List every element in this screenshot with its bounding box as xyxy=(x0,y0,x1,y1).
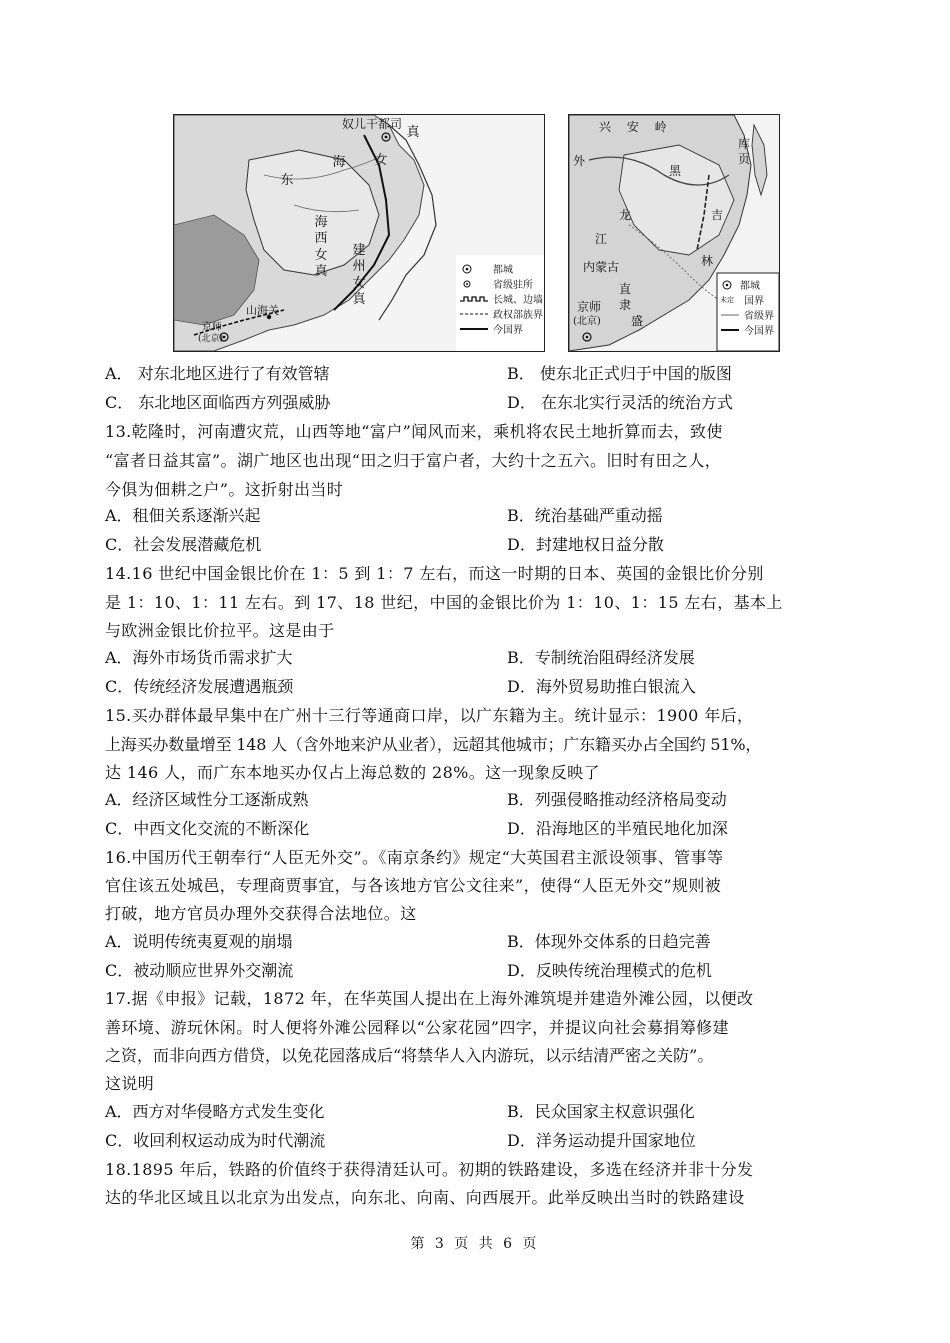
map-qing-northeast xyxy=(568,114,780,352)
legend-right-capital: 都城 xyxy=(720,277,774,292)
q13-stem-line-3: 今俱为佃耕之户”。这折射出当时 xyxy=(105,480,344,499)
legend-right-solid: 今国界 xyxy=(744,326,774,337)
q17-stem-line-3: 之资，而非向西方借贷，以免花园落成后“将禁华人入内游玩，以示结清严密之关防”。 xyxy=(105,1046,714,1065)
q15-option-b: B．列强侵略推动经济格局变动 xyxy=(507,790,727,809)
q13-option-d: D．封建地权日益分散 xyxy=(507,535,664,554)
q16-option-c: C．被动顺应世界外交潮流 xyxy=(105,961,294,980)
q17-stem-line-2: 善环境、游玩休闲。时人便将外滩公园释以“公家花园”四字，并提议向社会募捐筹修建 xyxy=(105,1018,729,1037)
label-jingshi-left: 京师 xyxy=(202,322,222,333)
label-beijing-left: (北京) xyxy=(198,334,224,344)
label-jiang: 江 xyxy=(595,232,608,246)
q17-option-c: C．收回利权运动成为时代潮流 xyxy=(105,1131,326,1150)
legend-wall: 长城、边墙 xyxy=(459,291,543,306)
q16-stem-line-3: 打破，地方官员办理外交获得合法地位。这 xyxy=(105,904,417,923)
label-jianzhou: 建州女真 xyxy=(352,243,366,307)
q13-stem-line-2: “富者日益其富”。湖广地区也出现“田之归于富户者，大约十之五六。旧时有田之人， xyxy=(105,451,722,470)
q13-option-a: A．租佃关系逐渐兴起 xyxy=(105,506,261,525)
q12-option-d: D． 在东北实行灵活的统治方式 xyxy=(507,393,733,412)
q16-option-a: A．说明传统夷夏观的崩塌 xyxy=(105,932,293,951)
label-hai: 海 xyxy=(332,155,346,170)
label-li: 隶 xyxy=(619,298,632,312)
label-ji: 吉 xyxy=(711,208,724,222)
q16-stem-line-2: 官住该五处城邑，专理商贾事宜，与各该地方官公文往来”，使得“人臣无外交”规则被 xyxy=(105,876,722,895)
q18-stem-line-1: 18.1895 年后，铁路的价值终于获得清廷认可。初期的铁路建设，多选在经济并非十分发 xyxy=(105,1160,754,1179)
label-beijing-right: (北京) xyxy=(573,316,601,327)
q17-option-a: A．西方对华侵略方式发生变化 xyxy=(105,1102,325,1121)
q15-stem-line-1: 15.买办群体最早集中在广州十三行等通商口岸，以广东籍为主。统计显示：1900 年后， xyxy=(105,706,754,725)
q14-stem-line-3: 与欧洲金银比价拉平。这是由于 xyxy=(105,621,335,640)
q12-option-a: A． 对东北地区进行了有效管辖 xyxy=(105,364,330,383)
label-long: 龙 xyxy=(619,208,632,222)
legend-dashed: 政权部族界 xyxy=(493,310,543,321)
q13-stem-line-1: 13.乾隆时，河南遭灾荒，山西等地“富户”闻风而来，乘机将农民土地折算而去，致使 xyxy=(105,422,723,441)
q15-option-d: D．沿海地区的半殖民地化加深 xyxy=(507,819,728,838)
label-zhi: 直 xyxy=(619,282,632,296)
q17-stem-line-4: 这说明 xyxy=(105,1074,155,1093)
legend-right-undetermined: 未定 国界 xyxy=(720,295,764,307)
label-hei: 黑 xyxy=(669,164,682,178)
q17-option-d: D．洋务运动提升国家地位 xyxy=(507,1131,696,1150)
label-neimenggu: 内蒙古 xyxy=(583,260,620,274)
q17-stem-line-1: 17.据《申报》记载，1872 年，在华英国人提出在上海外滩筑堤并建造外滩公园，以便改 xyxy=(105,989,754,1008)
q13-option-c: C．社会发展潜藏危机 xyxy=(105,535,262,554)
label-jingshi-right: 京师 xyxy=(577,300,602,314)
q12-option-c: C． 东北地区面临西方列强威胁 xyxy=(105,393,331,412)
q14-option-c: C．传统经济发展遭遇瓶颈 xyxy=(105,677,294,696)
map-right-legend xyxy=(720,277,774,337)
q16-stem-line-1: 16.中国历代王朝奉行“人臣无外交”。《南京条约》规定“大英国君主派设领事、管事等 xyxy=(105,848,724,867)
label-dong: 东 xyxy=(280,173,294,188)
label-wai: 外 xyxy=(573,154,586,168)
map-ming-northeast xyxy=(173,114,545,352)
q14-option-b: B．专制统治阻碍经济发展 xyxy=(507,648,695,667)
legend-provincial: 省级驻所 xyxy=(459,276,543,291)
legend-solid: 今国界 xyxy=(493,325,523,336)
q18-stem-line-2: 达的华北区域且以北京为出发点，向东北、向南、向西展开。此举反映出当时的铁路建设 xyxy=(105,1188,745,1207)
q15-option-a: A．经济区域性分工逐渐成熟 xyxy=(105,790,309,809)
label-xinganling: 兴 安 岭 xyxy=(599,120,673,134)
q14-option-d: D．海外贸易助推白银流入 xyxy=(507,677,696,696)
label-lin: 林 xyxy=(701,254,714,268)
q17-option-b: B．民众国家主权意识强化 xyxy=(507,1102,695,1121)
label-nv: 女 xyxy=(374,153,388,168)
label-kuye: 库页 xyxy=(737,137,750,166)
q14-stem-line-2: 是 1：10、1：11 左右。到 17、18 世纪，中国的金银比价为 1：10、1：15 左右，基本上 xyxy=(105,593,783,612)
q15-stem-line-3: 达 146 人，而广东本地买办仅占上海总数的 28%。这一现象反映了 xyxy=(105,763,600,782)
q12-option-b: B． 使东北正式归于中国的版图 xyxy=(507,364,732,383)
label-haixi: 海西女真 xyxy=(314,215,328,279)
label-sheng: 盛 xyxy=(631,314,644,328)
q15-option-c: C．中西文化交流的不断深化 xyxy=(105,819,310,838)
page-number-footer: 第 3 页 共 6 页 xyxy=(410,1236,540,1252)
q15-stem-line-2: 上海买办数量增至 148 人（含外地来沪从业者），远超其他城市；广东籍买办占全国约 51%， xyxy=(105,735,762,754)
q16-option-b: B．体现外交体系的日趋完善 xyxy=(507,932,711,951)
label-shanhaiguan: 山海关 xyxy=(246,304,279,317)
q13-option-b: B．统治基础严重动摇 xyxy=(507,506,663,525)
q16-option-d: D．反映传统治理模式的危机 xyxy=(507,961,712,980)
q14-option-a: A．海外市场货币需求扩大 xyxy=(105,648,293,667)
label-zhen: 真 xyxy=(406,125,420,140)
map-left-legend xyxy=(459,261,543,336)
label-nuergan: 奴儿干都司 xyxy=(342,117,403,131)
q14-stem-line-1: 14.16 世纪中国金银比价在 1：5 到 1：7 左右，而这一时期的日本、英国的金银比价分别 xyxy=(105,564,764,583)
legend-right-thin: 省级界 xyxy=(744,311,774,322)
legend-capital: 都城 xyxy=(459,261,543,276)
